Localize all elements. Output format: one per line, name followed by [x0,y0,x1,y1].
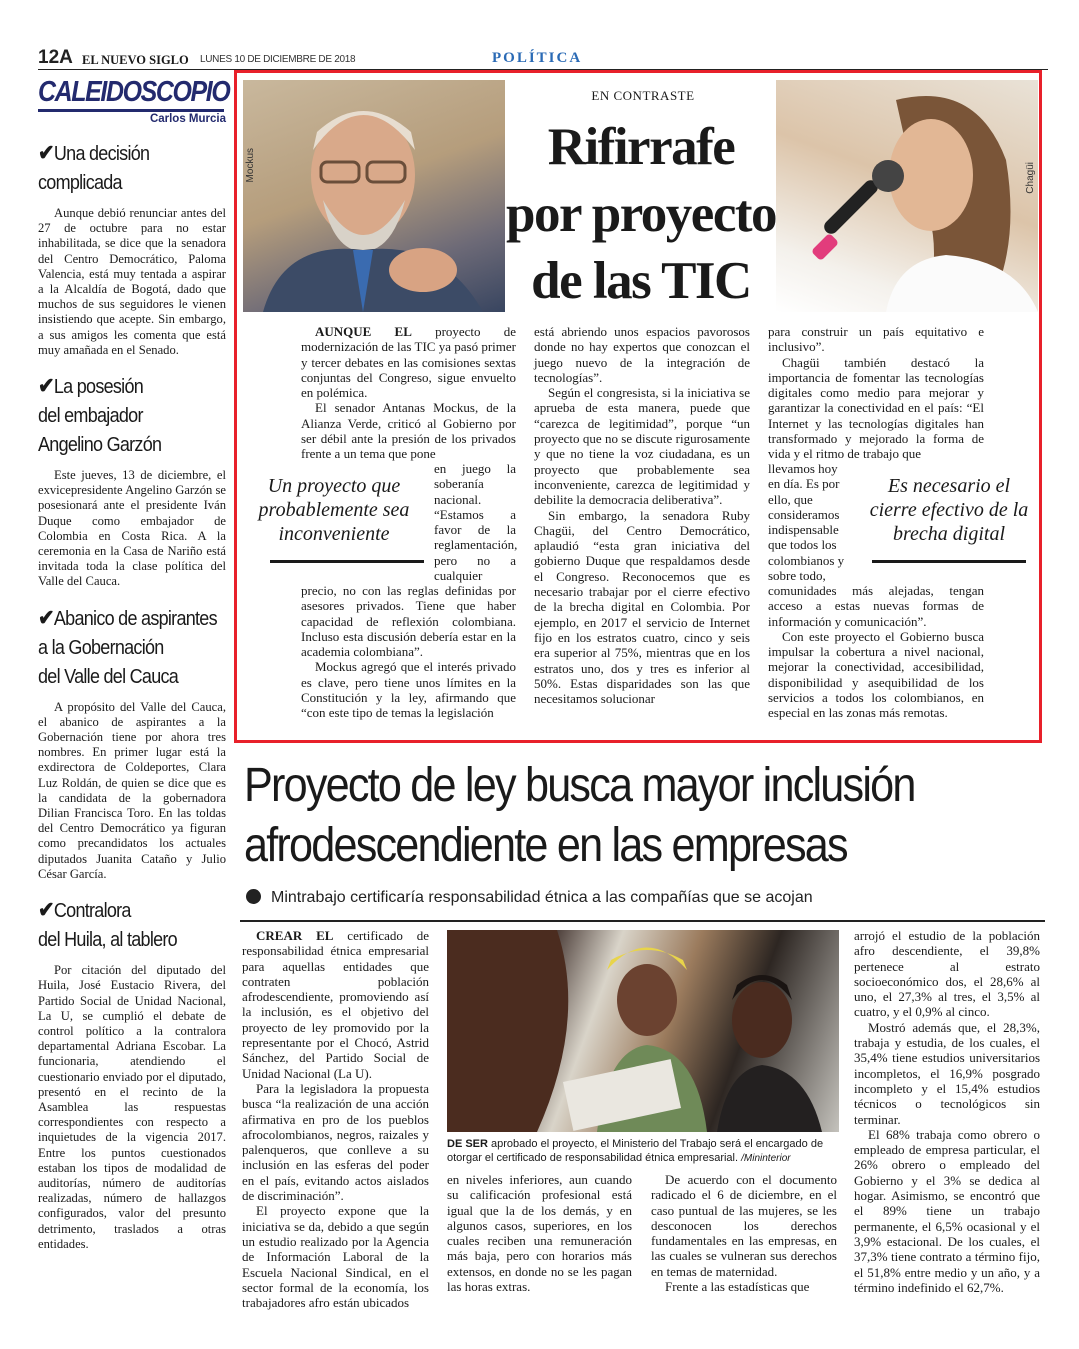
caleidoscopio-column [38,76,230,1252]
brief-headline: ✔Una decisión complicada [38,140,150,194]
article-subtitle: Mintrabajo certificaría responsabilidad étnica a las compañías que se acojan [246,889,1006,907]
column-title: CALEIDOSCOPIO [38,76,230,108]
section-name: POLÍTICA [492,50,583,66]
paragraph: Chagüi también destacó la importancia de fomentar las tecnologías digitales como medio para mejorar y garantizar la conectividad en el país: “El Internet y las tecnologías digitales han transformado y mejorado la forma de vida y el ritmo de trabajo que [768,354,984,462]
issue-date: LUNES 10 DE DICIEMBRE DE 2018 [200,54,356,65]
paragraph: Mostró además que, el 28,3%, trabaja y estudia, de los cuales, el 35,4% tiene estudios universitarios incompletos, el 16,9% posgrado incompleto y el 15,4% estudios técnicos o tecnológicos sin terminar. [854,1019,1040,1127]
article-rule [240,920,1045,922]
column-author: Carlos Murcia [149,113,226,125]
paragraph: El senador Antanas Mockus, de la Alianza Verde, criticó al Gobierno por ser débil ante la presión de los privados frente a un tema que pone [301,400,516,462]
brief-body: A propósito del Valle del Cauca, el abanico de aspirantes a la Gobernación tiene por ahora tres nombres. En primer lugar está la exdirectora de Coldeportes, Clara Luz Roldán, de quien se dice que es la candidata de la gobernadora Dilian Francisca Toro. En las toldas del Centro Democrático ya figuran como precandidatos los actuales diputados Juanita Cataño y Julio César García. [38,699,226,881]
brief-body: Este jueves, 13 de diciembre, el exvicepresidente Angelino Garzón se posesionará ante el presidente Iván Duque como embajador de Colombia en Costa Rica. A la ceremonia en la Casa de Nariño está invitada toda la clase política del Valle del Cauca. [38,468,226,589]
article-column-1: CREAR EL certificado de responsabilidad étnica empresarial para aquellas entidades que contraten población afrodescendiente, promoviendo así la inclusión, es el objetivo del proyecto de ley promovido por la representante por el Chocó, Astrid Sánchez, del Partido Social de Unidad Nacional (La U). Para la legisladora la propuesta busca “la realización de una acción afirmativa en pro de los pueblos afrocolombianos, negros, raizales y palenqueros, que conlleve a su inclusión en las esferas del poder en el país, evitando actos aislados de discriminación”. El proyecto expone que la iniciativa se da, debido a que según un estudio realizado por la Agencia de Información Laboral de la Escuela Nacional Sindical, en el sector formal de la economía, los trabajadores afro están ubicados [242,928,429,1311]
paragraph: De acuerdo con el documento radicado el 6 de diciembre, en el caso puntual de las mujeres, se les desconocen los derechos fundamentales en las empresas, en las cuales se vulneran sus derechos en temas de maternidad. [651,1172,837,1279]
feature-column-3-wrap: llevamos hoy en día. Es por ello, que consideramos indispensable que todos los colombianos y sobre todo, [768,461,845,584]
page-number: 12A [38,47,73,68]
pull-quote-rule [270,560,424,563]
column-title-rule [38,109,224,112]
article-photo [447,930,839,1132]
paper-name: EL NUEVO SIGLO [82,53,189,67]
feature-column-1-bottom: precio, no con las reglas definidas por asesores privados. Tiene que haber capacidad de reflexión colombiana. Incluso esta discusión debería estar en la academia colombiana”. Mockus agregó que el interés privado es clave, pero tiene unos límites en la Constitución y la ley, afirmando que “con este tipo de temas la legislación [301,583,516,721]
photo-illustration [447,930,839,1132]
pull-quote-rule [872,560,1026,563]
portrait-illustration [243,80,505,312]
brief-body: Por citación del diputado del Huila, José Eustacio Rivera, del Partido Social de Unidad Nacional, La U, se cumplió el debate de control político a la contralora departamental Adriana Escobar. La funcionaria, atendiendo el cuestionario enviado por el diputado, presentó en el recinto de la Asamblea las respuestas correspondientes con respecto a inquietudes de la vigencia 2017. Entre los puntos cuestionados estaban los tipos de modalidad de auditorías, número de auditorías realizadas, número de hallazgos configurados, valor del presunto detrimento, traslados a otras entidades. [38,963,226,1251]
feature-headline: Rifirrafe por proyecto de las TIC [505,118,777,310]
article-headline: Proyecto de ley busca mayor inclusión afrodescendiente en las empresas [244,759,915,872]
brief-gobernacion [38,603,226,882]
checkmark-icon: ✔ [38,604,54,630]
feature-column-1-top: AUNQUE EL proyecto de modernización de las TIC ya pasó primer y tercer debates en las comisiones sextas conjuntas del Congreso, sigue envuelto en polémica. El senador Antanas Mockus, de la Alianza Verde, criticó al Gobierno por ser débil ante la presión de los privados frente a un tema que pone [301,324,516,462]
paragraph: Frente a las estadísticas que [665,1279,810,1295]
feature-column-2: está abriendo unos espacios pavorosos donde no hay expertos que conozcan el juego nuevo de la integración de tecnologías”. Según el congresista, si la iniciativa se aprueba de esta manera, puede que “carezca de legitimidad”, porque “un proyecto que no se discute rigurosamente y que no tiene la voz ciudadana, es un proyecto que probablemente sea inconveniente, carezca de legitimidad y debilite la democracia deliberativa”. Sin embargo, la senadora Ruby Chagüi, del Centro Democrático, aplaudió “esta gran iniciativa del gobierno Duque que respaldamos desde el Congreso. Reconocemos que es necesario trabajar por el cierre efectivo de la brecha digital en Colombia. Por ejemplo, en 2017 el servicio de Internet fijo en los estratos cuatro, cinco y seis era superior al 75%, mientras que en los estratos uno, dos y tres es inferior al 50%. Estas disparidades son las que necesitamos solucionar [534,324,750,707]
portrait-illustration [776,80,1038,312]
pull-quote-right: Es necesario el cierre efectivo de la brecha digital [869,475,1029,545]
bullet-icon [246,889,261,904]
checkmark-icon: ✔ [38,373,54,399]
brief-headline: ✔La posesión del embajador Angelino Garzón [38,373,162,457]
photo-caption: DE SER aprobado el proyecto, el Ministerio del Trabajo será el encargado de otorgar el certificado de responsabilidad étnica empresarial. /Mininterior [447,1138,824,1164]
brief-contralora [38,895,226,1252]
article-column-4: arrojó el estudio de la población afro descendiente, el 39,8% pertenece al estrato socioeconómico dos, el 28,6% al uno, el 27,3% al tres, el 3,5% al cuatro, y el 0,9% al cinco. Mostró además que, el 28,3%, trabaja y estudia, de los cuales, el 35,4% tiene estudios universitarios incompletos, el 16,9% posgrado incompleto y el 15,4% estudios técnicos o tecnológicos sin terminar. El 68% trabaja como obrero o empleado de empresa particular, el 26% obrero o empleado del Gobierno y el 3% se dedica al hogar. Asimismo, se encontró que el 89% tiene un trabajo permanente, el 6,5% ocasional y el 3,9% estacional. De los cuales, el 37,3% tiene contrato a término fijo, el 51,8% entre medio y un año, y a término indefinido el 62,7%. [854,928,1040,1295]
paragraph: Sin embargo, la senadora Ruby Chagüi, del Centro Democrático, aplaudió “esta gran iniciativa del gobierno Duque que respaldamos desde el Congreso. Reconocemos que es necesario trabajar por el cierre efectivo de la brecha digital en Colombia. Por ejemplo, en 2017 el servicio de Internet fijo en los estratos cuatro, cinco y seis era superior al 75%, mientras que en los estratos uno, dos y tres es inferior al 50%. Estas disparidades son las que necesitamos solucionar [534,507,750,707]
checkmark-icon: ✔ [38,140,54,165]
paragraph: Mockus agregó que el interés privado es clave, pero tiene unos límites en la Constitución y la ley, afirmando que “con este tipo de temas la legislación [301,659,516,721]
brief-headline: ✔Contralora del Huila, al tablero [38,897,177,952]
photo-mockus [243,80,505,312]
lead-in: CREAR EL [256,928,334,943]
photo-credit: Chagüi [1025,162,1036,194]
feature-column-3-top: para construir un país equitativo e inclusivo”. Chagüi también destacó la importancia de fomentar las tecnologías digitales como medio para mejorar y garantizar la conectividad en el país: “El Internet y las tecnologías digitales han transformado y mejorado la forma de vida y el ritmo de trabajo que [768,324,984,462]
masthead [38,44,1048,70]
feature-column-3-bottom: comunidades más alejadas, tengan acceso a estas nuevas formas de información y comunicación”. Con este proyecto el Gobierno busca impulsar la cobertura a nivel nacional, mejorar la conectividad, accesibilidad, disponibilidad y asequibilidad de los servicios a todos los colombianos, en especial en las zonas más remotas. [768,583,984,721]
brief-body: Aunque debió renunciar antes del 27 de octubre para no estar inhabilitada, se dice que la senadora del Centro Democrático, Paloma Valencia, está muy tentada a aspirar a la Alcaldía de Bogotá, dado que muchos de sus seguidores le vienen insistiendo que acepte. Sin embargo, a sus amigos les comenta que está muy amañada en el Senado. [38,206,226,357]
brief-headline: ✔Abanico de aspirantes a la Gobernación del Valle del Cauca [38,604,217,688]
kicker: EN CONTRASTE [591,88,695,103]
photo-credit: Mockus [245,148,256,183]
article-column-2: en niveles inferiores, aun cuando su calificación profesional está igual que la de los demás, y en algunos casos, superiores, en los cuales reciben una remuneración más baja, pero con horarios más extensos, en donde no se les pagan las horas extras. [447,1172,632,1295]
brief-decision [38,138,226,358]
feature-column-1-wrap: en juego la soberanía nacional. “Estamos a favor de la reglamentación, pero no a cualquier [434,461,518,584]
article-column-3 [651,1172,837,1294]
paragraph: El proyecto expone que la iniciativa se da, debido a que según un estudio realizado por la Agencia de Información Laboral de la Escuela Nacional Sindical, en el sector formal de la economía, los trabajadores afro están ubicados [242,1203,429,1311]
brief-embajador [38,371,226,590]
photo-chagui [776,80,1038,312]
paragraph: El 68% trabaja como obrero o empleado de empresa particular, el 26% obrero o empleado del Gobierno y el 3% se dedica al hogar. Asimismo, se encontró que el 89% tiene un trabajo permanente, el 6,5% ocasional y el 3,9% estacional. De los cuales, el 37,3% tiene contrato a término fijo, el 51,8% entre medio y un año, y a término indefinido el 62,7%. [854,1126,1040,1295]
caption-lead: DE SER [447,1138,488,1150]
paragraph: Según el congresista, si la iniciativa se aprueba de esta manera, puede que “carezca de legitimidad”, porque “un proyecto que no se discute rigurosamente y que no tiene la voz ciudadana, es un proyecto que probablemente sea inconveniente, carezca de legitimidad y debilite la democracia deliberativa”. [534,385,750,508]
pull-quote-left: Un proyecto que probablemente sea inconveniente [258,475,410,545]
caption-credit: /Mininterior [741,1153,791,1164]
paragraph: Con este proyecto el Gobierno busca impulsar la cobertura a nivel nacional, mejorar la conectividad, accesibilidad, disponibilidad y asequibilidad de los servicios a todos los colombianos, en especial en las zonas más remotas. [768,628,984,721]
lead-in: AUNQUE EL [315,324,412,339]
checkmark-icon: ✔ [38,897,54,923]
paragraph: Para la legisladora la propuesta busca “la realización de una acción afirmativa en pro de los pueblos afrocolombianos, negros, raizales y palenqueros, que conlleve a su inclusión en las esferas del poder en el país, evitando actos aislados de discriminación”. [242,1080,429,1204]
